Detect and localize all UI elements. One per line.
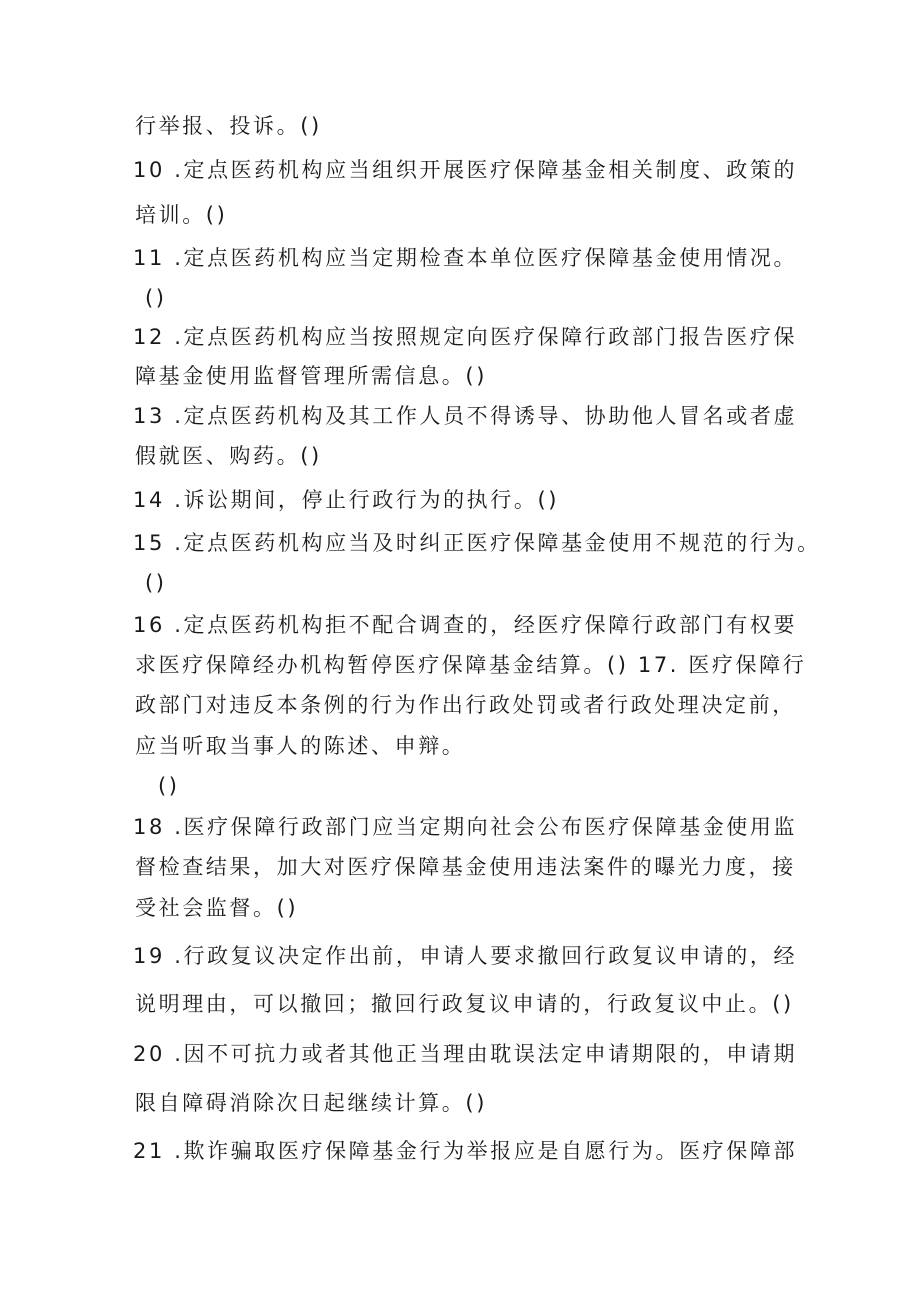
text-line: 行举报、投诉。(): [135, 114, 322, 138]
text-line: 受社会监督。(): [135, 896, 299, 920]
text-line: 督检查结果，加大对医疗保障基金使用违法案件的曝光力度，接: [135, 855, 796, 879]
text-line: 障基金使用监督管理所需信息。(): [135, 364, 487, 388]
text-line: 求医疗保障经办机构暂停医疗保障基金结算。() 17. 医疗保障行: [135, 653, 807, 677]
text-line: 政部门对违反本条例的行为作出行政处罚或者行政处理决定前，: [135, 693, 796, 717]
text-line: 应当听取当事人的陈述、申辩。: [135, 734, 466, 758]
text-line: 限自障碍消除次日起继续计算。(): [135, 1091, 487, 1115]
text-line: 假就医、购药。(): [135, 444, 322, 468]
question-19-line: 19 .行政复议决定作出前，申请人要求撤回行政复议申请的，经: [133, 944, 798, 968]
text-line: 说明理由，可以撤回；撤回行政复议申请的，行政复议中止。(): [135, 992, 794, 1016]
question-12-line: 12 .定点医药机构应当按照规定向医疗保障行政部门报告医疗保: [133, 325, 798, 349]
question-13-line: 13 .定点医药机构及其工作人员不得诱导、协助他人冒名或者虚: [133, 404, 798, 428]
question-16-line: 16 .定点医药机构拒不配合调查的，经医疗保障行政部门有权要: [133, 613, 798, 637]
answer-parentheses: (): [145, 571, 167, 595]
question-21-line: 21 .欺诈骗取医疗保障基金行为举报应是自愿行为。医疗保障部: [133, 1139, 798, 1163]
question-18-line: 18 .医疗保障行政部门应当定期向社会公布医疗保障基金使用监: [133, 815, 798, 839]
answer-parentheses: (): [145, 286, 167, 310]
answer-parentheses: (): [158, 774, 180, 798]
question-15-line: 15 .定点医药机构应当及时纠正医疗保障基金使用不规范的行为。: [133, 531, 821, 555]
question-10-line: 10 .定点医药机构应当组织开展医疗保障基金相关制度、政策的: [133, 158, 798, 182]
text-line: 培训。(): [135, 203, 228, 227]
question-14-line: 14 .诉讼期间，停止行政行为的执行。(): [133, 488, 560, 512]
question-20-line: 20 .因不可抗力或者其他正当理由耽误法定申请期限的，申请期: [133, 1042, 798, 1066]
question-11-line: 11 .定点医药机构应当定期检查本单位医疗保障基金使用情况。: [133, 246, 798, 270]
